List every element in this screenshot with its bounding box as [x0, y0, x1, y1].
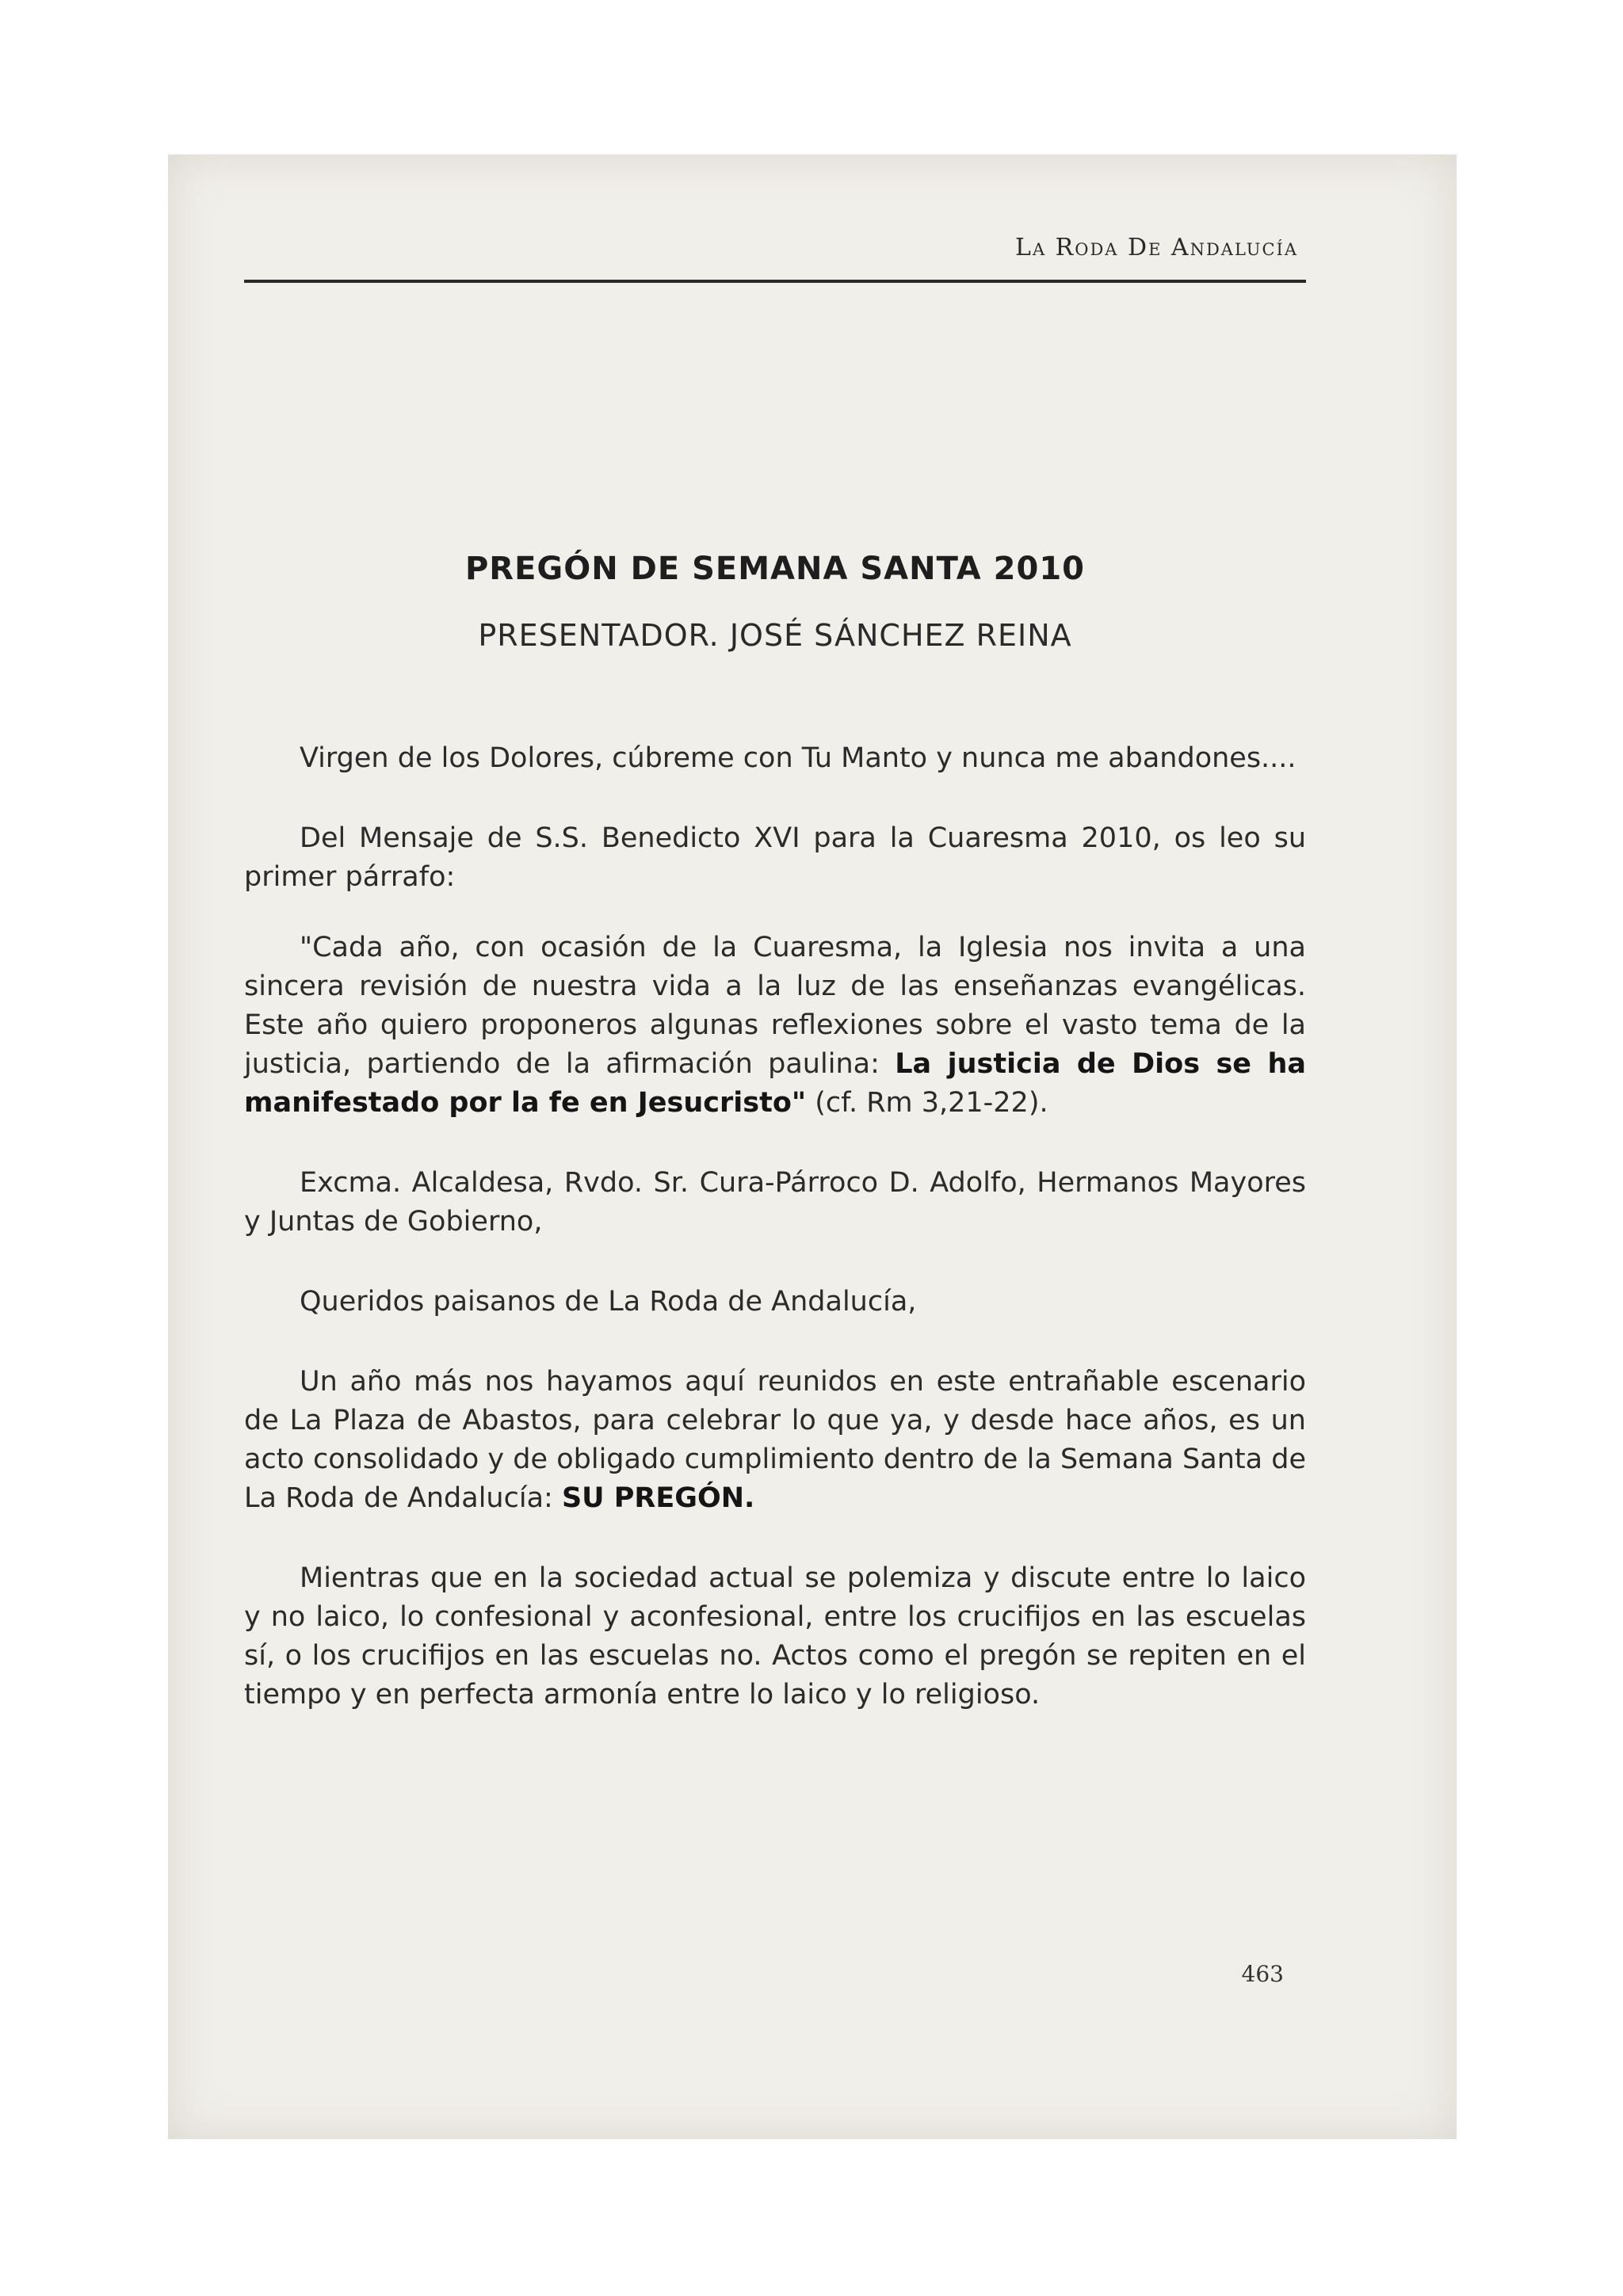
quote-citation: (cf. Rm 3,21-22).: [806, 1087, 1048, 1119]
paragraph-greeting-authorities: Excma. Alcaldesa, Rvdo. Sr. Cura-Párroco D. Adolfo, Hermanos Mayores y Juntas de Gobierno,: [244, 1167, 1306, 1238]
quote-bold-text: La justicia de Dios se ha manifestado por la fe en Jesucristo": [244, 1048, 1307, 1119]
plaza-text: Un año más nos hayamos aquí reunidos en este entrañable escenario de La Plaza de Abastos, para celebrar lo que ya, y desde hace años, es un acto consolidado y de obligado cumplimiento dentro de la Semana Santa de La Roda de Andalucía:: [244, 1366, 1306, 1514]
document-subtitle: PRESENTADOR. JOSÉ SÁNCHEZ REINA: [478, 618, 1072, 653]
page-number: 463: [1241, 1961, 1284, 1987]
paragraph-society: Mientras que en la sociedad actual se polemiza y discute entre lo laico y no laico, lo confesional y aconfesional, entre los crucifijos en las escuelas sí, o los crucifijos en las escuelas no. Actos como el pregón se repiten en el tiempo y en perfecta armonía entre lo laico y lo religioso.: [244, 1562, 1306, 1711]
running-head: La Roda De Andalucía: [1015, 234, 1298, 261]
quote-text: "Cada año, con ocasión de la Cuaresma, la Iglesia nos invita a una sincera revisión de nuestra vida a la luz de las enseñanzas evangélicas. Este año quiero proponeros algunas reflexiones sobre el vasto tema de la justicia, partiendo de la afirmación paulina:: [244, 932, 1306, 1080]
header-rule: [244, 280, 1306, 283]
paragraph-quote: [244, 929, 1306, 1123]
paragraph-invocation: Virgen de los Dolores, cúbreme con Tu Manto y nunca me abandones....: [300, 742, 1296, 774]
paragraph-greeting-townspeople: Queridos paisanos de La Roda de Andalucía,: [300, 1286, 917, 1318]
plaza-bold-text: SU PREGÓN.: [561, 1482, 755, 1514]
paragraph-message-intro: Del Mensaje de S.S. Benedicto XVI para la Cuaresma 2010, os leo su primer párrafo:: [244, 822, 1306, 893]
paragraph-plaza: [244, 1363, 1306, 1518]
book-page: [168, 154, 1457, 2139]
body-text: [244, 739, 1306, 1756]
document-title: PREGÓN DE SEMANA SANTA 2010: [464, 551, 1086, 587]
